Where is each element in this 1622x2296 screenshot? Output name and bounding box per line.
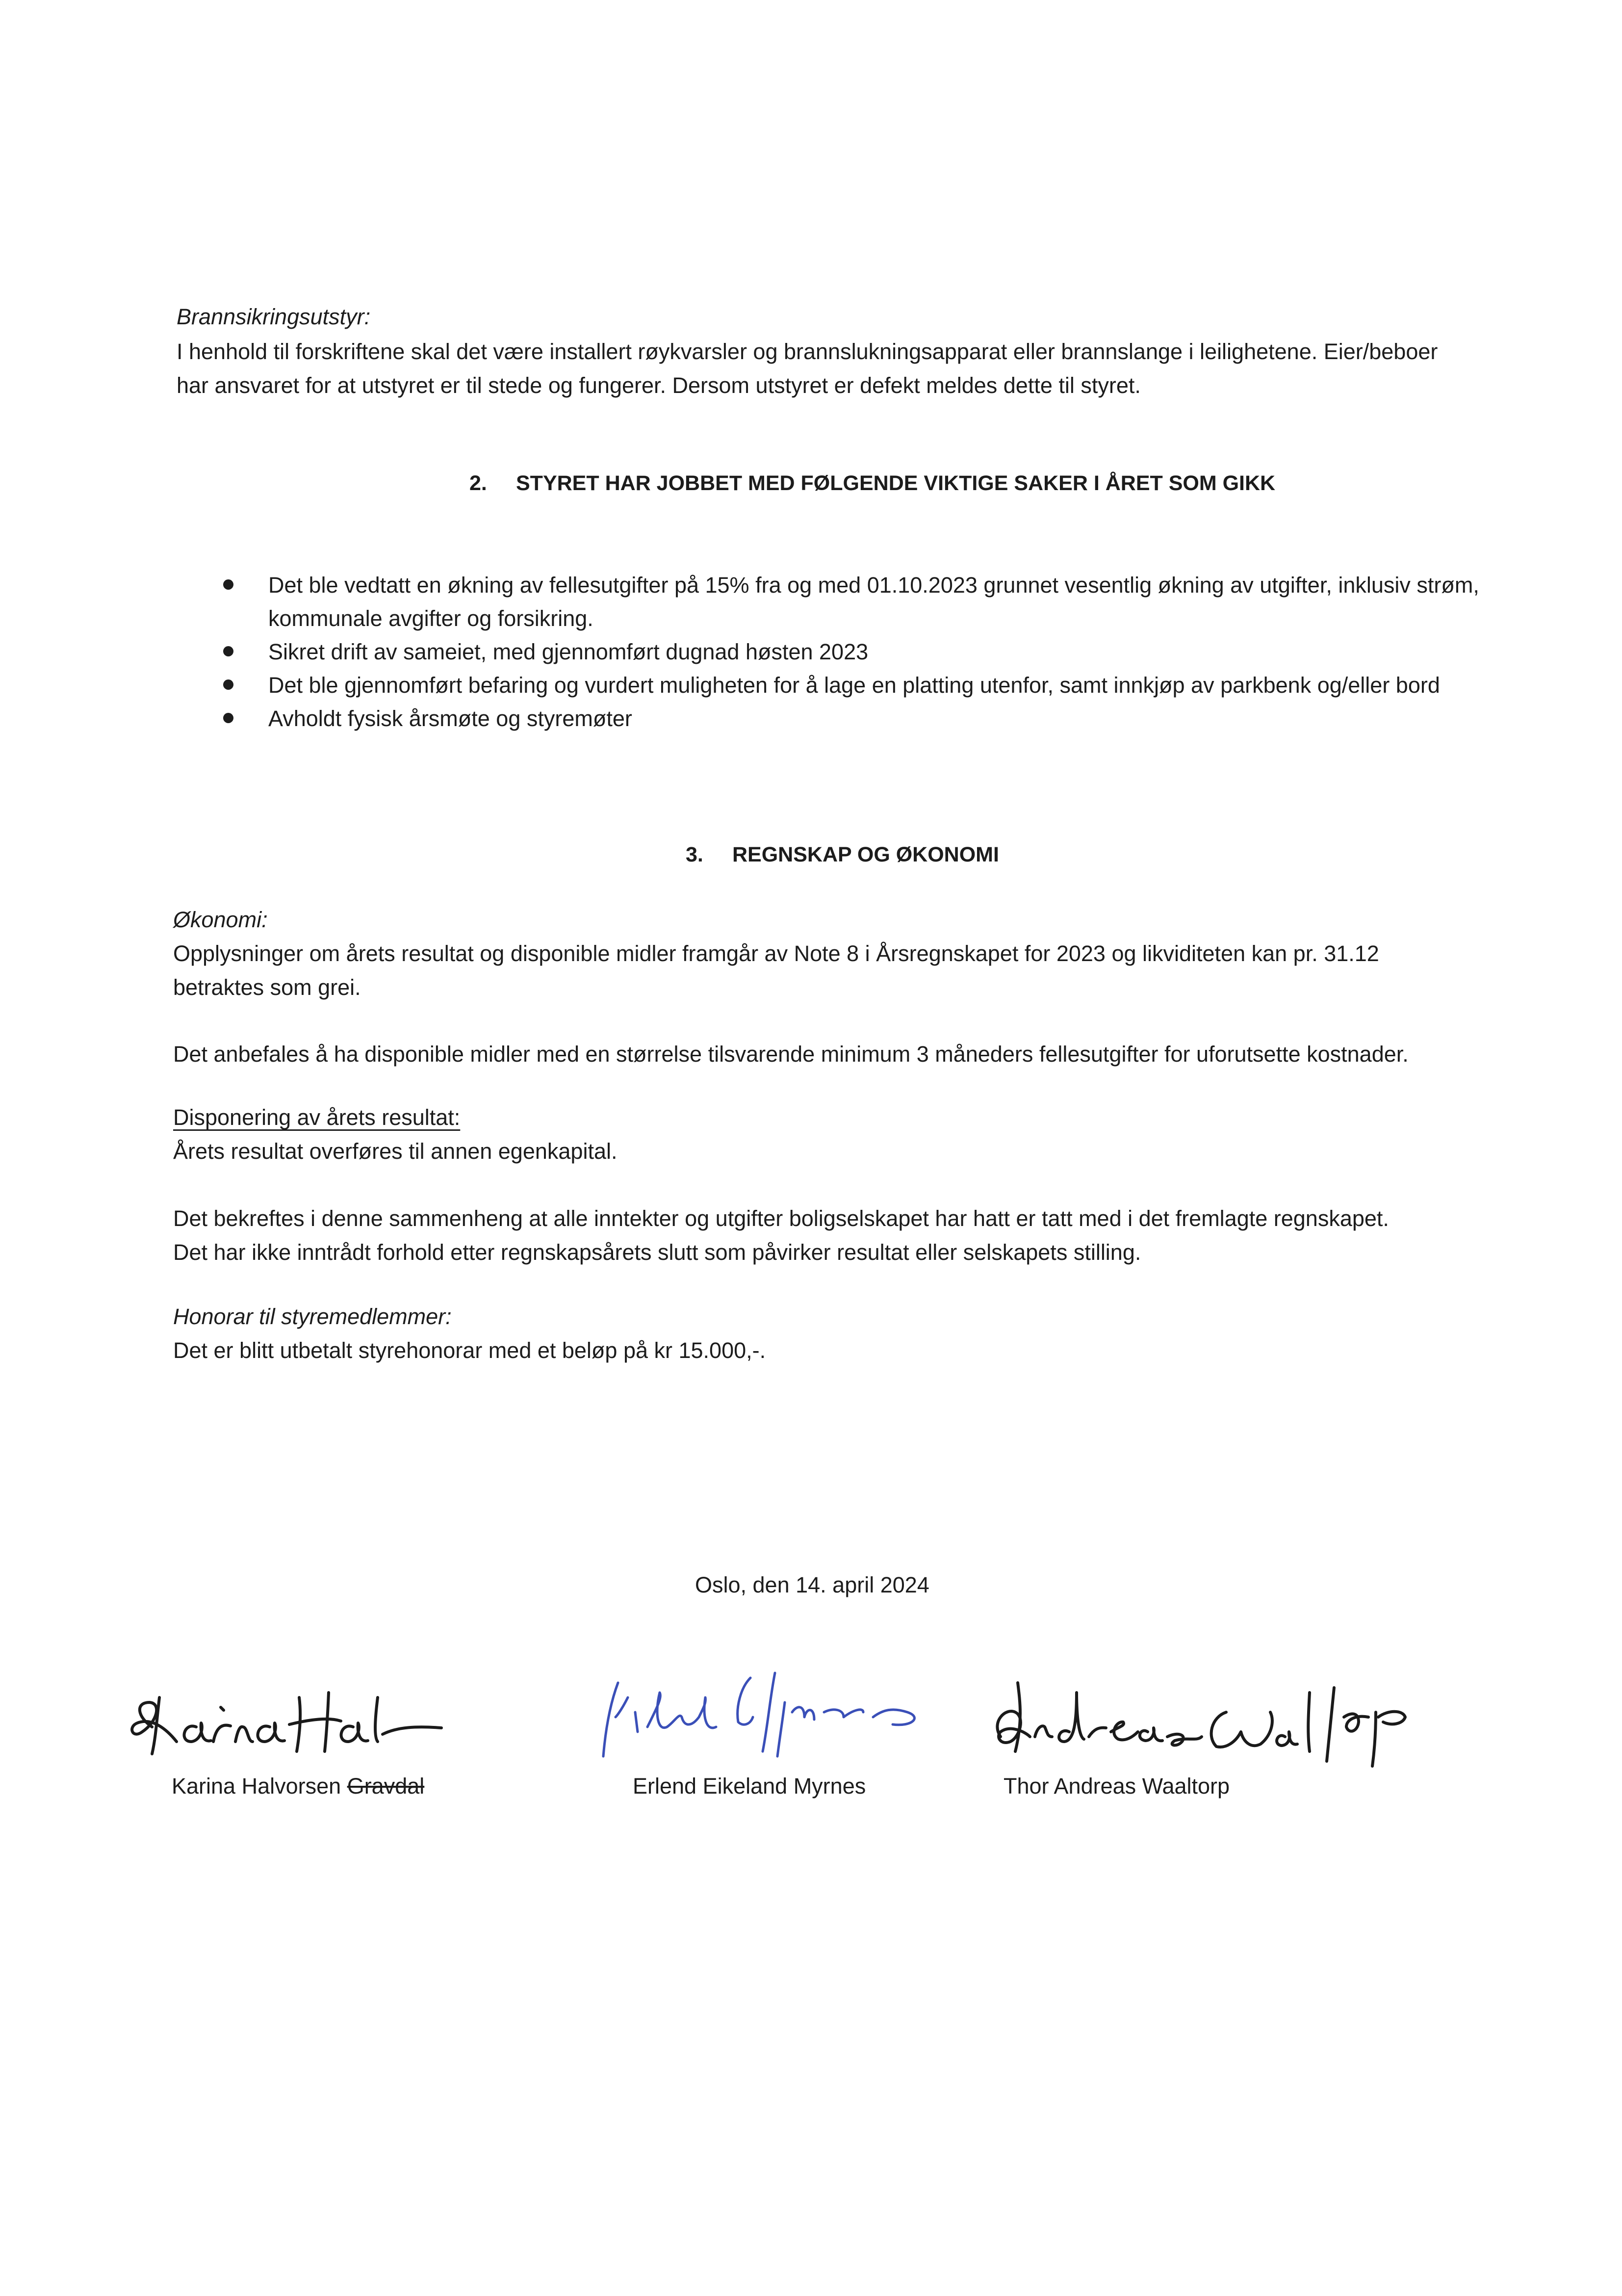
section-3-title: REGNSKAP OG ØKONOMI <box>732 843 999 866</box>
signatory-name-3: Thor Andreas Waaltorp <box>1004 1774 1230 1799</box>
struck-surname: Gravdal <box>347 1774 425 1799</box>
disposition-text: Årets resultat overføres til annen egenkapital. <box>173 1139 618 1164</box>
signature-thor-andreas-waaltorp <box>981 1663 1422 1781</box>
fee-text: Det er blitt utbetalt styrehonorar med et beløp på kr 15.000,-. <box>173 1338 766 1363</box>
section-2-heading <box>469 469 1275 498</box>
signatory-name-2: Erlend Eikeland Myrnes <box>633 1774 866 1799</box>
fire-safety-line-1: I henhold til forskriftene skal det være installert røykvarsler og brannslukningsapparat eller brannslange i leilighetene. Eier/beboer <box>177 339 1438 364</box>
list-item: Det ble vedtatt en økning av fellesutgifter på 15% fra og med 01.10.2023 grunnet vesentlig økning av utgifter, inklusiv strøm, kommunale avgifter og forsikring. <box>223 569 1508 635</box>
economy-heading: Økonomi: <box>173 907 268 932</box>
signatory-name-1: Karina Halvorsen Gravdal <box>172 1774 425 1799</box>
section-2-number: 2. <box>469 471 487 495</box>
section-3-number: 3. <box>686 843 703 866</box>
bullet-icon <box>223 579 233 590</box>
recommendation-text: Det anbefales å ha disponible midler med en størrelse tilsvarende minimum 3 måneders fellesutgifter for uforutsette kostnader. <box>173 1042 1409 1067</box>
bullet-icon <box>223 679 233 690</box>
confirm-line-1: Det bekreftes i denne sammenheng at alle inntekter og utgifter boligselskapet har hatt er tatt med i det fremlagte regnskapet. <box>173 1206 1389 1231</box>
confirm-line-2: Det har ikke inntrådt forhold etter regnskapsårets slutt som påvirker resultat eller selskapets stilling. <box>173 1240 1141 1265</box>
signature-karina-halvorsen <box>123 1668 456 1776</box>
list-item: Det ble gjennomført befaring og vurdert muligheten for å lage en platting utenfor, samt innkjøp av parkbenk og/eller bord <box>223 669 1508 702</box>
disposition-heading: Disponering av årets resultat: <box>173 1105 461 1130</box>
bullet-icon <box>223 713 233 723</box>
fee-heading: Honorar til styremedlemmer: <box>173 1304 452 1329</box>
fire-safety-line-2: har ansvaret for at utstyret er til stede og fungerer. Dersom utstyret er defekt meldes dette til styret. <box>177 373 1141 398</box>
place-date: Oslo, den 14. april 2024 <box>695 1572 929 1597</box>
bullet-icon <box>223 646 233 656</box>
signature-erlend-eikeland-myrnes <box>589 1653 942 1771</box>
section-2-bullet-list <box>223 569 1508 735</box>
section-2-title: STYRET HAR JOBBET MED FØLGENDE VIKTIGE SAKER I ÅRET SOM GIKK <box>516 471 1276 495</box>
economy-line-1: Opplysninger om årets resultat og disponible midler framgår av Note 8 i Årsregnskapet for 2023 og likviditeten kan pr. 31.12 <box>173 941 1379 966</box>
list-item: Sikret drift av sameiet, med gjennomført dugnad høsten 2023 <box>223 635 1508 669</box>
fire-safety-heading: Brannsikringsutstyr: <box>177 304 371 329</box>
section-3-heading <box>686 840 999 869</box>
list-item: Avholdt fysisk årsmøte og styremøter <box>223 702 1508 735</box>
economy-line-2: betraktes som grei. <box>173 975 361 1000</box>
